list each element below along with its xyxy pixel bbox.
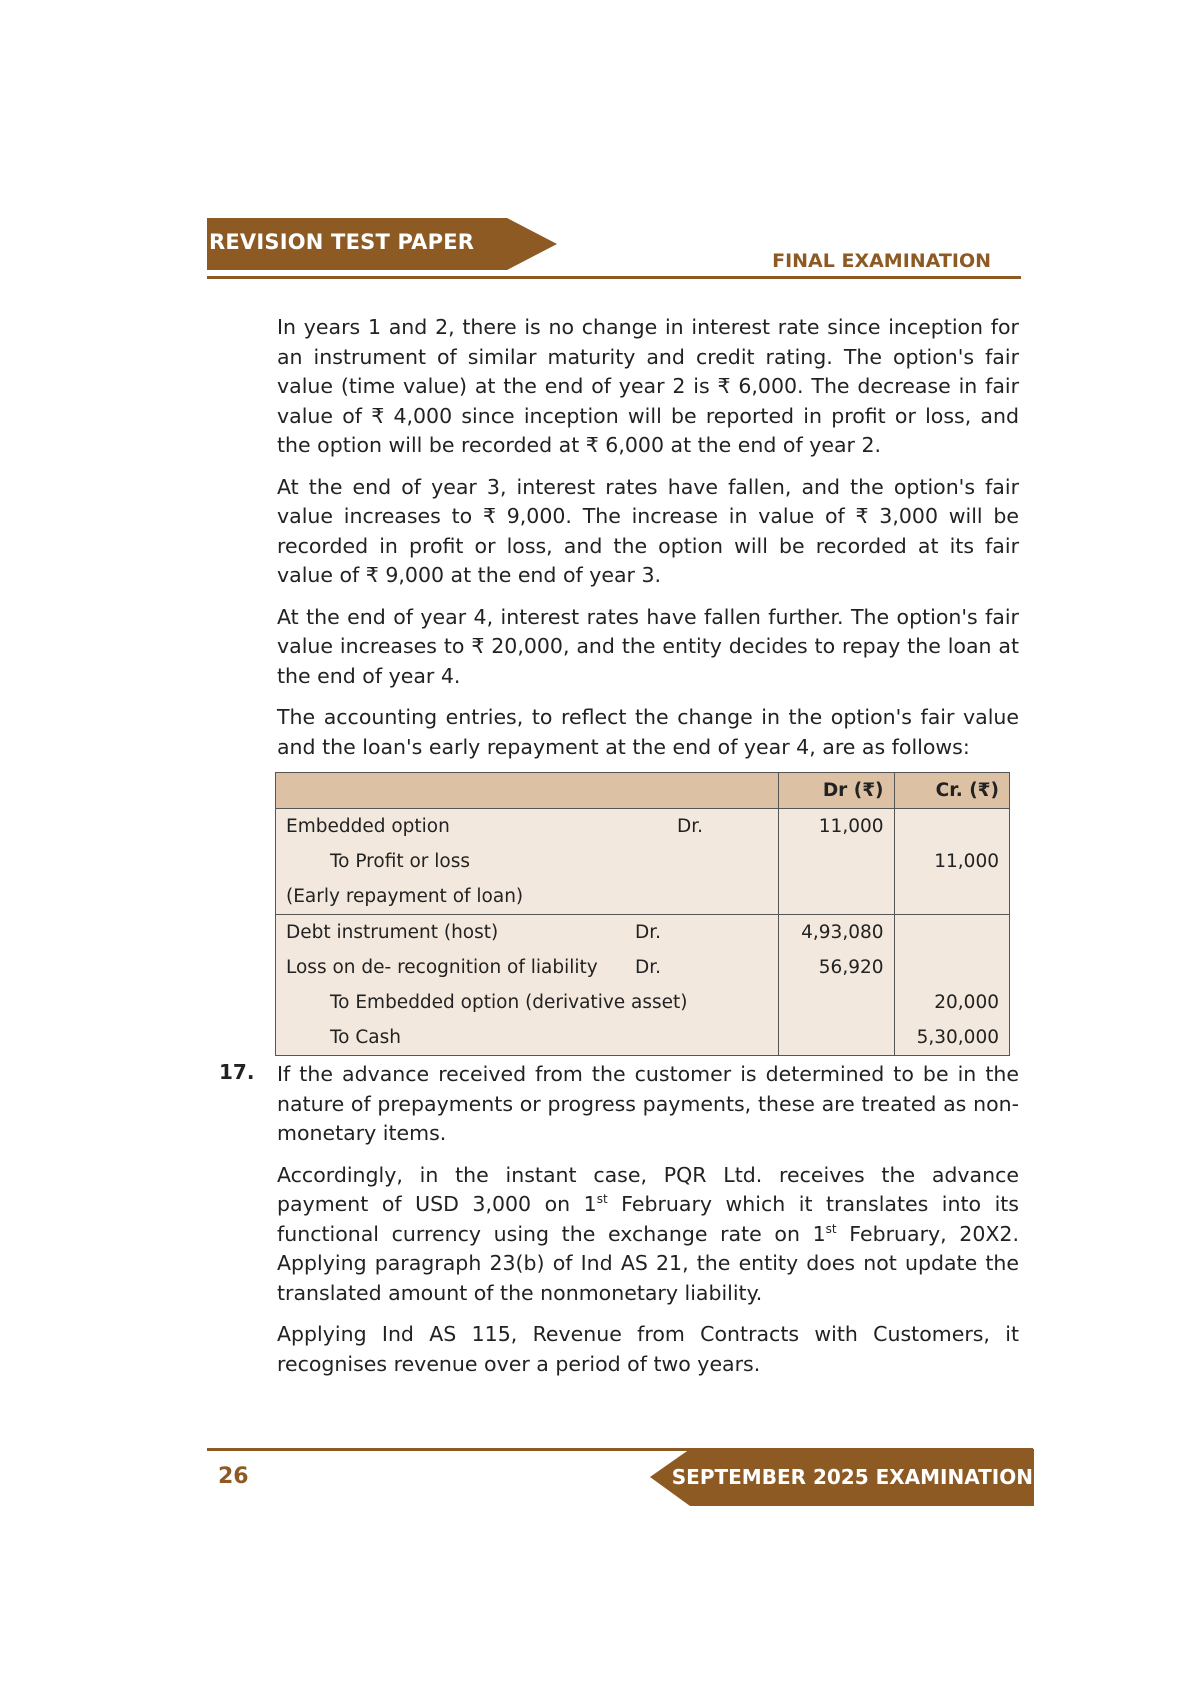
dr-amount: 11,000	[779, 809, 894, 845]
table-row	[276, 1020, 1010, 1056]
dr-mark: Dr.	[635, 957, 662, 978]
entry-account: Debt instrument (host)	[286, 922, 499, 943]
paragraph: The accounting entries, to reflect the change in the option's fair value and the loan's early repayment at the end of year 4, are as follows:	[277, 705, 1019, 759]
header-left-label: REVISION TEST PAPER	[209, 230, 475, 254]
dr-mark: Dr.	[635, 922, 662, 943]
dr-mark: Dr.	[677, 816, 704, 837]
dr-amount: 4,93,080	[779, 915, 894, 951]
table-header-dr: Dr (₹)	[779, 773, 894, 809]
table-row	[276, 809, 1010, 845]
entry-account: To Cash	[330, 1027, 401, 1048]
cr-amount	[894, 879, 1009, 915]
table-row	[276, 844, 1010, 879]
question-number: 17.	[219, 1060, 255, 1084]
entry-account: Loss on de- recognition of liability	[286, 957, 598, 978]
dr-amount	[779, 879, 894, 915]
entry-account: To Embedded option (derivative asset)	[330, 992, 688, 1013]
dr-amount: 56,920	[779, 950, 894, 985]
text-run: Accordingly, in the instant case, PQR Ltd. receives the advance payment of USD 3,000 on 1	[277, 1162, 1019, 1216]
cr-amount: 11,000	[894, 844, 1009, 879]
cr-amount: 5,30,000	[894, 1020, 1009, 1056]
dr-amount	[779, 1020, 894, 1056]
paragraph: Applying Ind AS 115, Revenue from Contracts with Customers, it recognises revenue over a period of two years.	[277, 1322, 1019, 1376]
paragraph	[277, 1161, 1019, 1309]
content-block	[277, 313, 1019, 774]
table-header-desc	[276, 773, 779, 809]
paragraph: At the end of year 4, interest rates have fallen further. The option's fair value increases to ₹ 20,000, and the entity decides to repay the loan at the end of year 4.	[277, 604, 1019, 688]
paragraph: In years 1 and 2, there is no change in interest rate since inception for an instrument of similar maturity and credit rating. The option's fair value (time value) at the end of year 2 is ₹ 6,000. The decrease in fair value of ₹ 4,000 since inception will be reported in profit or loss, and the option will be recorded at ₹ 6,000 at the end of year 2.	[277, 315, 1019, 457]
entry-account: Embedded option	[286, 816, 450, 837]
cr-amount: 20,000	[894, 985, 1009, 1020]
paragraph: At the end of year 3, interest rates have fallen, and the option's fair value increases to ₹ 9,000. The increase in value of ₹ 3,000 will be recorded in profit or loss, and the option will be recorded at its fair value of ₹ 9,000 at the end of year 3.	[277, 474, 1019, 587]
entry-account: To Profit or loss	[330, 851, 471, 872]
table-row	[276, 985, 1010, 1020]
table-row	[276, 950, 1010, 985]
text-run: February which it translates into its functional currency using the exchange rate on 1	[277, 1192, 1019, 1246]
page-number: 26	[218, 1464, 249, 1489]
dr-amount	[779, 985, 894, 1020]
superscript: st	[825, 1221, 837, 1236]
cr-amount	[894, 950, 1009, 985]
table-row	[276, 879, 1010, 915]
cr-amount	[894, 809, 1009, 845]
dr-amount	[779, 844, 894, 879]
footer-exam-label: SEPTEMBER 2025 EXAMINATION	[671, 1465, 1033, 1489]
header-right-label: FINAL EXAMINATION	[772, 250, 991, 272]
text-run: February, 20X2. Applying paragraph 23(b) of Ind AS 21, the entity does not update the translated amount of the nonmonetary liability.	[277, 1221, 1019, 1305]
table-header-cr: Cr. (₹)	[894, 773, 1009, 809]
header-rule	[207, 276, 1021, 279]
paragraph: If the advance received from the customer is determined to be in the nature of prepayments or progress payments, these are treated as non-monetary items.	[277, 1062, 1019, 1145]
journal-entries-table	[275, 772, 1010, 1056]
answer-17-block	[277, 1060, 1019, 1391]
table-header-row	[276, 773, 1010, 809]
superscript: st	[596, 1192, 608, 1207]
cr-amount	[894, 915, 1009, 951]
entry-narration: (Early repayment of loan)	[276, 879, 779, 915]
table-row	[276, 915, 1010, 951]
